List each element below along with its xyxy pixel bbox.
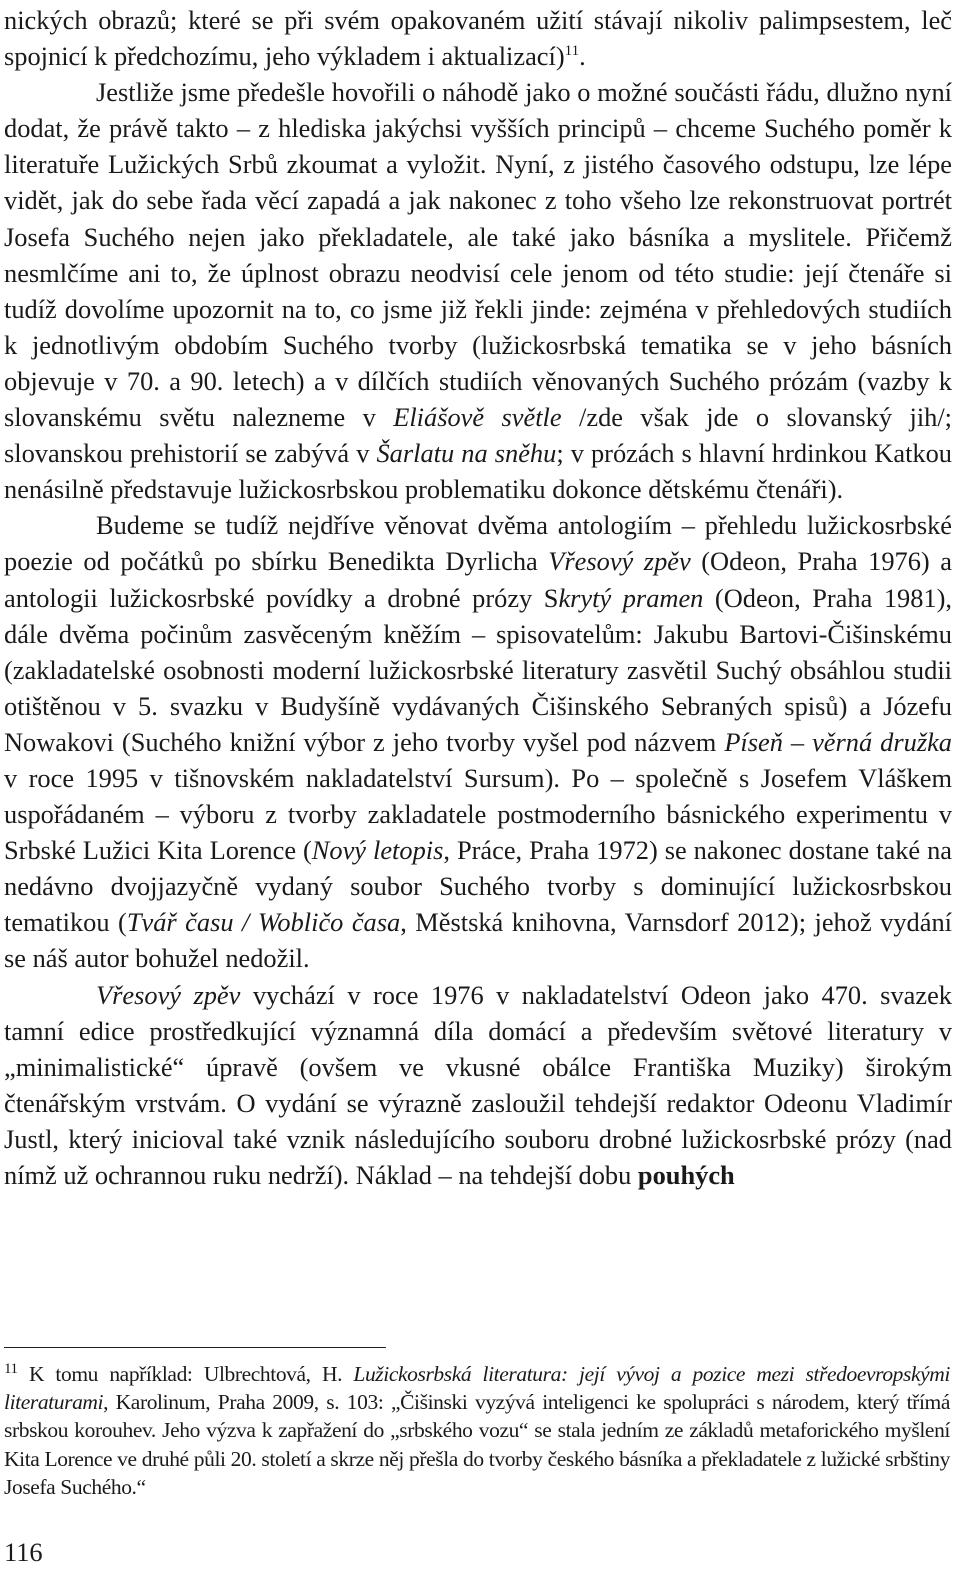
italic-title: Vřesový zpěv	[96, 979, 241, 1010]
italic-title: Píseň – věrná družka	[724, 726, 952, 757]
text-run: , Městská knihovna, Varnsdorf 2012); jehož vydání se náš autor bohužel nedožil.	[4, 907, 952, 974]
text-run: , Karolinum, Praha 2009, s. 103: „Čišinski vyzývá inteligenci ke spolupráci s národem, který třímá srbskou korouhev. Jeho výzva k zapřažení do „srbského vozu“ se stala jedním ze základů metaforického myšlení Kita Lorence ve druhé půli 20. století a skrze něj přešla do tvorby českého básníka a překladatele z lužické srbštiny Josefa Suchého.“	[4, 1390, 950, 1499]
paragraph	[4, 507, 952, 976]
text-run: nických obrazů; které se při svém opakovaném užití stávají nikoliv palimpsestem, leč spojnicí k předchozímu, jeho výkladem i aktualizací)	[4, 5, 952, 72]
text-run: v roce 1995 v tišnovském nakladatelství Sursum). Po – společně s Josefem Vláškem uspořádaném – výboru z tvorby zakladatele postmoderního básnického experimentu v Srbské Lužici Kita Lorence (	[4, 762, 952, 866]
italic-title: krytý pramen	[558, 582, 704, 613]
italic-title: Eliášově světle	[393, 402, 562, 433]
text-run: Jestliže jsme předešle hovořili o náhodě jako o možné součásti řádu, dlužno nyní dodat, že právě takto – z hlediska jakýchsi vyšších principů – chceme Suchého poměr k literatuře Lužických Srbů zkoumat a vyložit. Nyní, z jistého časového odstupu, lze lépe vidět, jak do sebe řada věcí zapadá a jak nakonec z toho všeho lze rekonstruovat portrét Josefa Suchého nejen jako překladatele, ale také jako básníka a myslitele. Přičemž nesmlčíme ani to, že úplnost obrazu neodvisí cele jenom od této studie: její čtenáře si tudíž dovolíme upozornit na to, co jsme již řekli jinde: zejména v přehledových studiích k jednotlivým obdobím Suchého tvorby (lužickosrbská tematika se v jeho básních objevuje v 70. a 90. letech) a v dílčích studiích věnovaných Suchého prózám (vazby k slovanskému světu nalezneme v	[4, 77, 952, 433]
paragraph	[4, 74, 952, 507]
italic-title: Tvář času / Wobličo časa	[126, 907, 401, 938]
footnote-reference: 11	[564, 43, 580, 60]
italic-title: Nový letopis	[311, 835, 444, 866]
bold-text: pouhých	[637, 1160, 735, 1190]
text-run: K tomu například: Ulbrechtová, H.	[17, 1362, 354, 1386]
text-run: ; v prózách s hlavní hrdinkou Katkou nenásilně představuje lužickosrbskou problematiku dokonce dětskému čtenáři).	[4, 438, 952, 505]
page-number: 116	[4, 1537, 43, 1567]
text-run: (Odeon, Praha 1976) a antologii lužickosrbské povídky a drobné prózy S	[4, 546, 952, 613]
italic-title: Lužickosrbská literatura: její vývoj a pozice mezi středoevropskými literaturami	[4, 1362, 950, 1415]
text-run: .	[579, 41, 586, 72]
footnote-text	[4, 1360, 950, 1501]
text-run: vychází v roce 1976 v nakladatelství Odeon jako 470. svazek tamní edice prostředkující významná díla domácí a především světové literatury v „minimalistické“ úpravě (ovšem ve vkusné obálce Františka Muziky) širokým čtenářským vrstvám. O vydání se výrazně zasloužil tehdejší redaktor Odeonu Vladimír Justl, který inicioval také vznik následujícího souboru drobné lužickosrbské prózy (nad nímž už ochrannou ruku nedrží). Náklad – na tehdejší dobu	[4, 979, 952, 1190]
italic-title: Vřesový zpěv	[548, 546, 691, 577]
footnote-number: 11	[4, 1360, 18, 1377]
text-run: Budeme se tudíž nejdříve věnovat dvěma antologiím – přehledu lužickosrbské poezie od počátků po sbírku Benedikta Dyrlicha	[4, 510, 952, 577]
body-text	[4, 2, 952, 1193]
paragraph	[4, 2, 952, 74]
text-run: /zde však jde o slovanský jih/; slovanskou prehistorií se zabývá v	[4, 402, 953, 469]
footnote-separator	[4, 1347, 386, 1348]
text-run: (Odeon, Praha 1981), dále dvěma počinům zasvěceným kněžím – spisovatelům: Jakubu Bartovi-Čišinskému (zakladatelské osobnosti moderní lužickosrbské literatury zasvětil Suchý obsáhlou studii otištěnou v 5. svazku v Budyšíně vydávaných Čišinského Sebraných spisů) a Józefu Nowakovi (Suchého knižní výbor z jeho tvorby vyšel pod názvem	[4, 582, 952, 757]
footnote	[4, 1360, 950, 1501]
text-run: , Práce, Praha 1972) se nakonec dostane také na nedávno dvojjazyčně vydaný soubor Suchého tvorby s dominující lužickosrbskou tematikou (	[4, 835, 952, 938]
italic-title: Šarlatu na sněhu	[376, 438, 557, 469]
paragraph	[4, 977, 952, 1194]
